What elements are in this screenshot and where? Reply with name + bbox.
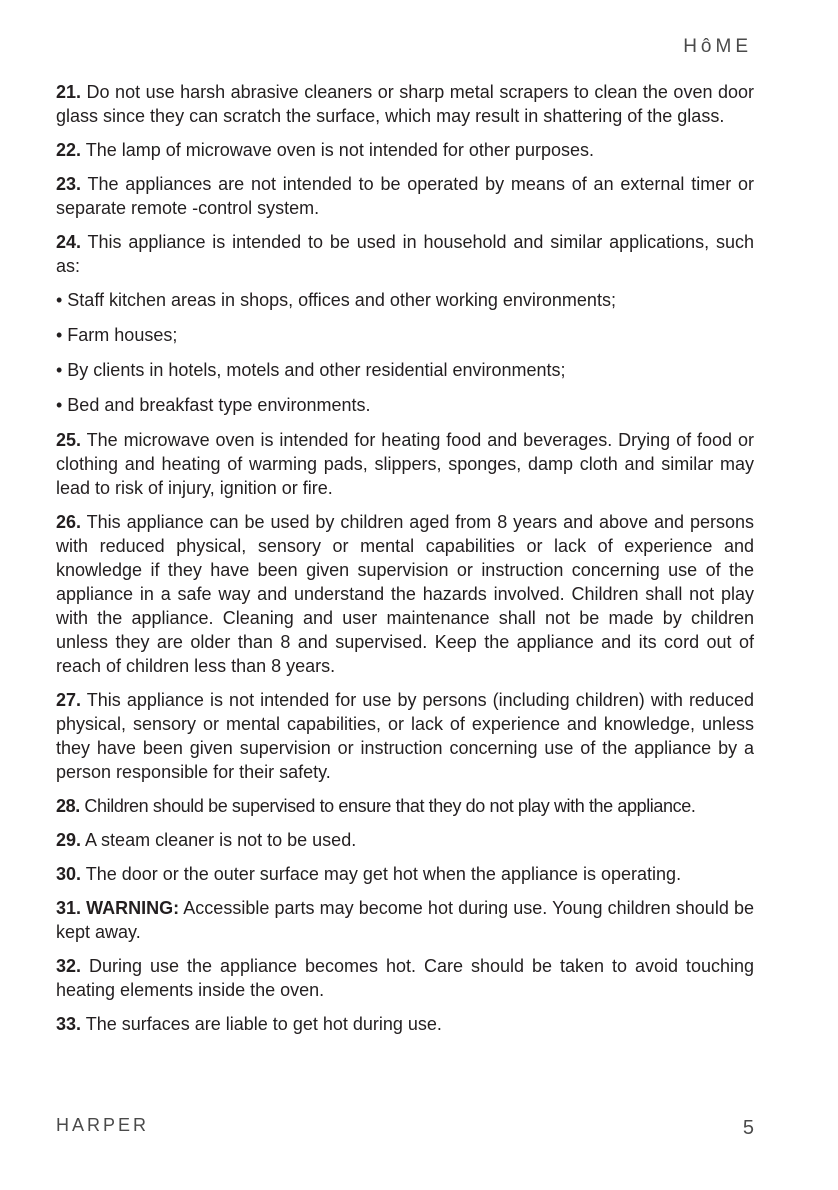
- item-text: A steam cleaner is not to be used.: [81, 830, 357, 850]
- bullet-item: • Staff kitchen areas in shops, offices and other working environments;: [56, 290, 616, 310]
- item-text: This appliance is not intended for use by persons (including children) with reduced physical, sensory or mental capabilities, or lack of experience and knowledge, unless they have been given supervision or instruction concerning use of the appliance by a person responsible for their safety.: [56, 690, 754, 782]
- item-text: Children should be supervised to ensure that they do not play with the appliance.: [79, 796, 696, 816]
- item-number: 27.: [56, 690, 82, 710]
- bullet-item: • Bed and breakfast type environments.: [56, 395, 371, 415]
- footer-brand-logo: HARPER: [56, 1115, 150, 1135]
- item-text: The door or the outer surface may get hot when the appliance is operating.: [81, 864, 682, 884]
- header-brand-logo: HôME: [683, 36, 752, 57]
- instruction-item-29: [56, 828, 754, 852]
- item-number: 33.: [56, 1014, 82, 1034]
- item-number: 32.: [56, 956, 82, 976]
- instruction-item-21: [56, 80, 754, 128]
- instruction-item-31-warning: [56, 896, 754, 944]
- item-number: 25.: [56, 430, 82, 450]
- item-number: 30.: [56, 864, 82, 884]
- instruction-item-28: [56, 794, 754, 818]
- item-text: The appliances are not intended to be operated by means of an external timer or separate remote -control system.: [56, 174, 754, 218]
- item-number: 28.: [56, 796, 80, 816]
- page-number: 5: [742, 1117, 754, 1139]
- item-number: 31.: [56, 898, 82, 918]
- instruction-item-30: [56, 862, 754, 886]
- instruction-item-26: [56, 510, 754, 678]
- bullet-item: • Farm houses;: [56, 325, 178, 345]
- instruction-item-27: [56, 688, 754, 784]
- bullet-item: • By clients in hotels, motels and other residential environments;: [56, 360, 566, 380]
- item-text: This appliance is intended to be used in household and similar applications, such as:: [56, 232, 754, 276]
- item-text: Do not use harsh abrasive cleaners or sharp metal scrapers to clean the oven door glass since they can scratch the surface, which may result in shattering of the glass.: [56, 82, 754, 126]
- item-text: The surfaces are liable to get hot during use.: [81, 1014, 442, 1034]
- item-number: 29.: [56, 830, 82, 850]
- instruction-item-25: [56, 428, 754, 500]
- instruction-item-33: [56, 1012, 754, 1036]
- item-text: Accessible parts may become hot during use. Young children should be kept away.: [56, 898, 754, 942]
- item-text: During use the appliance becomes hot. Care should be taken to avoid touching heating elements inside the oven.: [56, 956, 754, 1000]
- instructions-body: [56, 80, 754, 1046]
- instruction-item-24: [56, 230, 754, 278]
- instruction-item-22: [56, 138, 754, 162]
- item-text: The microwave oven is intended for heating food and beverages. Drying of food or clothing and heating of warming pads, slippers, sponges, damp cloth and similar may lead to risk of injury, ignition or fire.: [56, 430, 754, 498]
- item-number: 22.: [56, 140, 82, 160]
- item-text: This appliance can be used by children aged from 8 years and above and persons with reduced physical, sensory or mental capabilities or lack of experience and knowledge if they have been given supervision or instruction concerning use of the appliance in a safe way and understand the hazards involved. Children shall not play with the appliance. Cleaning and user maintenance shall not be made by children unless they are older than 8 and supervised. Keep the appliance and its cord out of reach of children less than 8 years.: [56, 512, 754, 676]
- item-number: 23.: [56, 174, 82, 194]
- item-number: 24.: [56, 232, 82, 252]
- item-number: 21.: [56, 82, 82, 102]
- item-text: The lamp of microwave oven is not intended for other purposes.: [81, 140, 594, 160]
- warning-label: WARNING:: [81, 898, 180, 918]
- instruction-item-23: [56, 172, 754, 220]
- item-number: 26.: [56, 512, 82, 532]
- instruction-item-32: [56, 954, 754, 1002]
